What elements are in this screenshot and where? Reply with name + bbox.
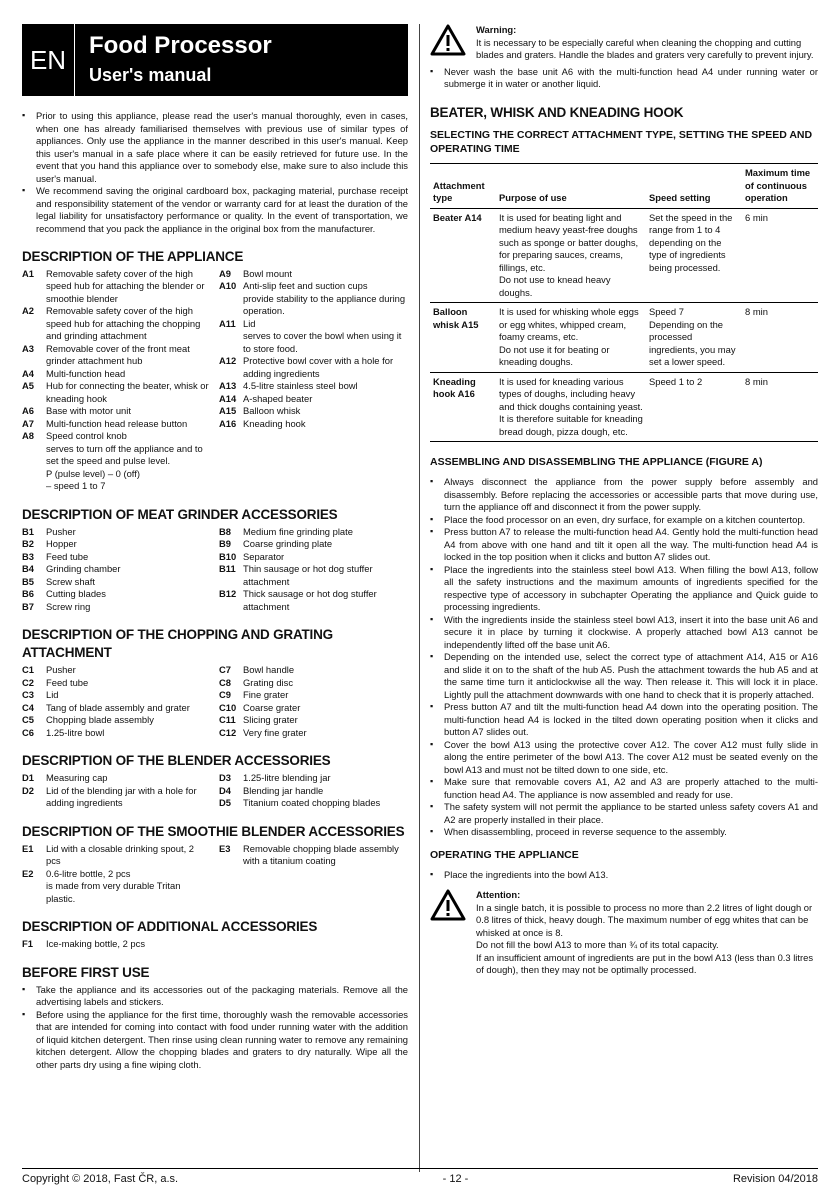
- part-code: D4: [219, 784, 231, 796]
- part-item: [22, 538, 211, 551]
- part-code: F1: [22, 938, 33, 950]
- copyright: Copyright © 2018, Fast ČR, a.s.: [22, 1173, 179, 1185]
- part-code: A14: [219, 392, 237, 404]
- part-code: B11: [219, 563, 236, 575]
- part-code: A1: [22, 267, 34, 279]
- assembling-item: ▪ Press button A7 to release the multi-function head A4. Gently hold the multi-function head A4 from above with one hand and tilt it open all the way. The multi-function head A4 is locked in the top position when it clicks and button A7 slides out.: [430, 526, 818, 564]
- assembling-item: ▪ Place the ingredients into the stainless steel bowl A13. When filling the bowl A13, follow all the safety instructions and the maximum amounts of ingredients specified for the respective type of accessory in subchapter Operating the appliance and Quick guide to processing ingredients.: [430, 564, 818, 614]
- blender-parts: [22, 772, 408, 810]
- assembling-item: ▪ Always disconnect the appliance from the power supply before assembly and disassembly. Before replacing the accessories or accessible parts that move during use, turn the appliance off and disconnect it from the power supply.: [430, 476, 818, 514]
- additional-heading: DESCRIPTION OF ADDITIONAL ACCESSORIES: [22, 919, 318, 935]
- part-text: 4.5-litre stainless steel bowl: [243, 380, 358, 392]
- part-item: [219, 588, 408, 613]
- speed-cell: Speed 7 Depending on the processed ingredients, you may set a lower speed.: [646, 303, 742, 373]
- table-header: Maximum time of continuous operation: [742, 164, 818, 209]
- part-code: A8: [22, 430, 34, 442]
- part-item: [22, 588, 211, 601]
- purpose-cell: It is used for kneading various types of doughs, including heavy and thick doughs containing yeast. It is therefore suitable for kneading bread dough, pizza dough, etc.: [496, 372, 646, 442]
- attachment-table: [430, 163, 818, 442]
- assembling-item: ▪ Place the food processor on an even, dry surface, for example on a kitchen countertop.: [430, 514, 818, 527]
- wash-note: ▪ Never wash the base unit A6 with the multi-function head A4 under running water or submerge it in water or another liquid.: [430, 66, 818, 91]
- part-item: [22, 526, 211, 539]
- part-text: Protective bowl cover with a hole for adding ingredients: [243, 355, 394, 379]
- intro-item: ▪ We recommend saving the original cardboard box, packaging material, purchase receipt and responsibility statement of the vendor or warranty card for at least the duration of the legal liability for unsatisfactory performance or quality. In the event of transportation, we recommend that you pack the appliance in the original box from the manufacturer.: [22, 185, 408, 235]
- part-item: [22, 551, 211, 564]
- part-code: B10: [219, 550, 237, 562]
- intro-item: ▪ Prior to using this appliance, please read the user's manual thoroughly, even in cases, when one has already familiarised themselves with previous use of similar types of appliances. Only use the appliance in the manner described in this user's manual. Keep this user's manual in a safe place where it can be easily retrieved for future use. In the event that you hand this appliance over to somebody else, make sure to also include this user's manual.: [22, 110, 408, 185]
- part-item: [22, 405, 211, 418]
- page-title: Food Processor: [89, 32, 272, 59]
- part-item: [22, 380, 211, 405]
- part-code: A3: [22, 342, 34, 354]
- part-code: C4: [22, 701, 34, 713]
- time-cell: 8 min: [742, 303, 818, 373]
- warning-text: It is necessary to be especially careful when cleaning the chopping and cutting blades and graters. Handle the blades and graters very carefully to prevent injury.: [476, 36, 814, 60]
- part-code: C5: [22, 714, 34, 726]
- part-text: Bowl handle: [243, 664, 295, 676]
- part-item: [219, 268, 408, 281]
- part-text: Kneading hook: [243, 417, 306, 429]
- part-text: Feed tube: [46, 676, 89, 688]
- part-text: Feed tube: [46, 550, 89, 562]
- assembling-item: ▪ When disassembling, proceed in reverse sequence to the assembly.: [430, 826, 818, 839]
- part-code: C1: [22, 664, 34, 676]
- part-item: [219, 689, 408, 702]
- part-item: [22, 727, 211, 740]
- part-code: C10: [219, 701, 237, 713]
- part-code: A16: [219, 417, 237, 429]
- part-code: A7: [22, 417, 34, 429]
- part-text: Thin sausage or hot dog stuffer attachment: [243, 563, 373, 587]
- warning-icon: [430, 889, 466, 921]
- part-code: A5: [22, 380, 34, 392]
- attention-line: Do not fill the bowl A13 to more than ¾ of its total capacity.: [476, 939, 719, 951]
- part-code: B4: [22, 563, 34, 575]
- part-text: Fine grater: [243, 689, 289, 701]
- part-text: Screw ring: [46, 600, 91, 612]
- part-item: [22, 576, 211, 589]
- time-cell: 6 min: [742, 208, 818, 303]
- part-text: Base with motor unit: [46, 405, 131, 417]
- part-item: [219, 393, 408, 406]
- part-code: D5: [219, 797, 231, 809]
- part-text: Cutting blades: [46, 588, 106, 600]
- before-list: [22, 984, 408, 1072]
- part-code: D3: [219, 772, 231, 784]
- chopping-heading: DESCRIPTION OF THE CHOPPING AND GRATING ATTACHMENT: [22, 627, 333, 661]
- part-code: A11: [219, 317, 236, 329]
- part-item: [22, 601, 211, 614]
- warning-icon: [430, 24, 466, 56]
- part-code: D1: [22, 772, 34, 784]
- assembling-heading: ASSEMBLING AND DISASSEMBLING THE APPLIANCE (FIGURE A): [430, 456, 763, 469]
- assembling-item: ▪ Make sure that removable covers A1, A2 and A3 are properly attached to the multi-function head A4. The appliance is now assembled and ready for use.: [430, 776, 818, 801]
- part-text: Tang of blade assembly and grater: [46, 701, 190, 713]
- page-subtitle: User's manual: [89, 64, 212, 85]
- part-text: Balloon whisk: [243, 405, 301, 417]
- left-column: [22, 24, 408, 1071]
- assembling-item: ▪ With the ingredients inside the stainless steel bowl A13, insert it into the base unit A6 and secure it in place by turning it clockwise. A properly attached bowl A13 cannot be independently lifted off the base unit A6.: [430, 614, 818, 652]
- part-text: Titanium coated chopping blades: [243, 797, 381, 809]
- part-item: [22, 430, 211, 493]
- part-item: [22, 268, 211, 306]
- speed-cell: Set the speed in the range from 1 to 4 depending on the type of ingredients being processed.: [646, 208, 742, 303]
- part-item: [219, 843, 408, 868]
- part-text: Coarse grater: [243, 701, 301, 713]
- part-text: Lid: [46, 689, 59, 701]
- part-code: B9: [219, 538, 231, 550]
- part-item: [22, 843, 211, 868]
- chopping-parts: [22, 664, 408, 739]
- part-text: Hopper: [46, 538, 77, 550]
- part-text: Grating disc: [243, 676, 294, 688]
- part-item: [219, 714, 408, 727]
- operating-list: [430, 869, 818, 882]
- smoothie-heading: DESCRIPTION OF THE SMOOTHIE BLENDER ACCESSORIES: [22, 823, 405, 839]
- part-text: 0.6-litre bottle, 2 pcs is made from very durable Tritan plastic.: [46, 867, 181, 904]
- part-item: [219, 563, 408, 588]
- assembling-item: ▪ Cover the bowl A13 using the protective cover A12. The cover A12 must fully slide in along the entire perimeter of the bowl A13. The cover A12 must be seated evenly on the bowl A13 and must not be tilted down to one side, etc.: [430, 739, 818, 777]
- part-code: B5: [22, 575, 34, 587]
- language-badge: EN: [22, 24, 75, 96]
- part-code: B8: [219, 525, 231, 537]
- part-text: Lid with a closable drinking spout, 2 pcs: [46, 842, 195, 867]
- part-text: Multi-function head release button: [46, 417, 188, 429]
- operating-heading: OPERATING THE APPLIANCE: [430, 848, 579, 861]
- attachment-type-cell: Kneading hook A16: [430, 372, 496, 442]
- part-item: [219, 538, 408, 551]
- part-code: C9: [219, 689, 231, 701]
- table-header: Speed setting: [646, 164, 742, 209]
- part-code: C2: [22, 676, 34, 688]
- part-item: [219, 405, 408, 418]
- part-code: C12: [219, 726, 237, 738]
- part-item: [219, 526, 408, 539]
- before-heading: BEFORE FIRST USE: [22, 964, 150, 980]
- part-text: Anti-slip feet and suction cups provide stability to the appliance during operation.: [243, 280, 406, 317]
- assembling-item: ▪ Press button A7 and tilt the multi-function head A4 down into the operating position. The multi-function head A4 is locked in the tilted down operating position when it clicks and button A7 slides out.: [430, 701, 818, 739]
- part-code: B1: [22, 525, 34, 537]
- before-item: ▪ Before using the appliance for the first time, thoroughly wash the removable accessories that are intended for coming into contact with food under running water with the addition of liquid kitchen detergent. Then rinse using clean running water to remove any remaining kitchen detergent. Allow the chopping blades and graters to dry naturally. Wipe all the other parts dry using a fine wiping cloth.: [22, 1009, 408, 1072]
- part-text: Removable safety cover of the high speed hub for attaching the chopping and grinding attachment: [46, 305, 201, 342]
- part-text: Speed control knob serves to turn off the appliance and to set the speed and pulse level. P (pulse level) – 0 (off) – speed 1 to 7: [46, 430, 203, 492]
- part-code: C8: [219, 676, 231, 688]
- part-item: [219, 664, 408, 677]
- part-code: B3: [22, 550, 34, 562]
- assembling-item: ▪ The safety system will not permit the appliance to be started unless safety covers A1 and A2 are properly installed in their place.: [430, 801, 818, 826]
- part-text: Lid serves to cover the bowl when using it to store food.: [243, 317, 402, 354]
- right-column: [430, 24, 818, 981]
- part-text: Pusher: [46, 525, 76, 537]
- part-code: E3: [219, 842, 231, 854]
- attention-block: [430, 889, 818, 977]
- part-text: Measuring cap: [46, 772, 108, 784]
- part-text: Medium fine grinding plate: [243, 525, 353, 537]
- part-text: Multi-function head: [46, 367, 126, 379]
- time-cell: 8 min: [742, 372, 818, 442]
- part-text: Hub for connecting the beater, whisk or kneading hook: [46, 380, 209, 404]
- part-code: E2: [22, 867, 34, 879]
- part-item: [219, 702, 408, 715]
- part-item: [219, 772, 408, 785]
- part-item: [22, 714, 211, 727]
- part-item: [22, 772, 211, 785]
- part-code: A15: [219, 405, 237, 417]
- part-item: [219, 551, 408, 564]
- part-text: Very fine grater: [243, 726, 307, 738]
- part-text: Screw shaft: [46, 575, 95, 587]
- attention-line: If an insufficient amount of ingredients are put in the bowl A13 (less than 0.3 litres of dough), then they may not be optimally processed.: [476, 951, 814, 976]
- part-text: 1.25-litre bowl: [46, 726, 105, 738]
- part-item: [219, 727, 408, 740]
- purpose-cell: It is used for beating light and medium heavy yeast-free doughs such as sponge or batter doughs, for preparing sauces, creams, fillings, etc. Do not use to knead heavy doughs.: [496, 208, 646, 303]
- beater-subheading: SELECTING THE CORRECT ATTACHMENT TYPE, SETTING THE SPEED AND OPERATING TIME: [430, 129, 813, 156]
- part-code: A6: [22, 405, 34, 417]
- part-code: A4: [22, 367, 34, 379]
- manual-header: [22, 24, 408, 96]
- part-code: A2: [22, 305, 34, 317]
- part-text: Chopping blade assembly: [46, 714, 154, 726]
- part-item: [22, 689, 211, 702]
- warning-title: Warning:: [476, 24, 517, 35]
- part-code: B6: [22, 588, 34, 600]
- part-item: [219, 280, 408, 318]
- part-code: C7: [219, 664, 231, 676]
- attention-title: Attention:: [476, 889, 521, 901]
- column-divider: [419, 24, 420, 1172]
- part-code: B12: [219, 588, 237, 600]
- page-footer: [22, 1168, 818, 1187]
- part-text: Thick sausage or hot dog stuffer attachment: [243, 588, 377, 612]
- part-item: [22, 868, 211, 906]
- part-item: [22, 785, 211, 810]
- intro-list: [22, 110, 408, 235]
- part-text: Coarse grinding plate: [243, 538, 333, 550]
- header-titles: [75, 24, 272, 96]
- purpose-cell: It is used for whisking whole eggs or egg whites, whipped cream, foamy creams, etc. Do not use it for beating or kneading doughs.: [496, 303, 646, 373]
- part-text: Lid of the blending jar with a hole for adding ingredients: [46, 784, 197, 809]
- part-item: [219, 785, 408, 798]
- part-text: 1.25-litre blending jar: [243, 772, 331, 784]
- blender-heading: DESCRIPTION OF THE BLENDER ACCESSORIES: [22, 753, 331, 769]
- part-item: [219, 418, 408, 431]
- part-item: [219, 677, 408, 690]
- part-code: B7: [22, 600, 34, 612]
- part-code: D2: [22, 784, 34, 796]
- part-item: [22, 305, 211, 343]
- before-item: ▪ Take the appliance and its accessories out of the packaging materials. Remove all the advertising labels and stickers.: [22, 984, 408, 1009]
- meat-parts: [22, 526, 408, 614]
- meat-heading: DESCRIPTION OF MEAT GRINDER ACCESSORIES: [22, 506, 338, 522]
- part-text: Ice-making bottle, 2 pcs: [46, 938, 146, 950]
- part-item: [22, 664, 211, 677]
- part-text: Slicing grater: [243, 714, 298, 726]
- part-code: C6: [22, 726, 34, 738]
- part-text: Removable chopping blade assembly with a titanium coating: [243, 842, 399, 867]
- attachment-type-cell: Balloon whisk A15: [430, 303, 496, 373]
- part-text: Blending jar handle: [243, 784, 324, 796]
- assembling-list: [430, 476, 818, 839]
- table-header: Purpose of use: [496, 164, 646, 209]
- part-text: Pusher: [46, 664, 76, 676]
- part-item: [22, 343, 211, 368]
- appliance-parts: [22, 268, 408, 493]
- part-code: C3: [22, 689, 34, 701]
- part-code: A13: [219, 380, 237, 392]
- revision: Revision 04/2018: [732, 1173, 818, 1185]
- part-text: Removable safety cover of the high speed hub for attaching the blender or smoothie blender: [46, 267, 205, 304]
- assembling-item: ▪ Depending on the intended use, select the correct type of attachment A14, A15 or A16 and slide it on to the shaft of the hub A5. Push the attachment towards the hub A5 and at the same time turn it anticlockwise all the way. Then release it. This will lock it in place. Lightly pull the attachment downwards with one hand to check that it is properly attached.: [430, 651, 818, 701]
- table-row: [430, 208, 818, 303]
- part-item: [219, 355, 408, 380]
- part-code: A10: [219, 280, 237, 292]
- part-code: A9: [219, 267, 231, 279]
- part-item: [219, 380, 408, 393]
- speed-cell: Speed 1 to 2: [646, 372, 742, 442]
- table-row: [430, 303, 818, 373]
- beater-heading: BEATER, WHISK AND KNEADING HOOK: [430, 104, 684, 120]
- part-item: [22, 702, 211, 715]
- part-code: C11: [219, 714, 236, 726]
- part-item: [219, 797, 408, 810]
- part-item: [219, 318, 408, 356]
- page-number: - 12 -: [442, 1173, 469, 1185]
- part-item: [22, 563, 211, 576]
- table-header: Attachment type: [430, 164, 496, 209]
- part-code: B2: [22, 538, 34, 550]
- part-text: Separator: [243, 550, 285, 562]
- wash-note-list: [430, 66, 818, 91]
- part-code: A12: [219, 355, 237, 367]
- smoothie-parts: [22, 843, 408, 906]
- part-item: [22, 418, 211, 431]
- attachment-type-cell: Beater A14: [430, 208, 496, 303]
- part-item: [22, 677, 211, 690]
- part-text: Removable cover of the front meat grinder attachment hub: [46, 342, 190, 367]
- attention-line: In a single batch, it is possible to process no more than 2.2 litres of light dough or 0.8 litres of thick, heavy dough. The maximum number of egg whites that can be whisked at once is 8.: [476, 901, 813, 938]
- table-row: [430, 372, 818, 442]
- part-text: Bowl mount: [243, 267, 292, 279]
- additional-parts: [22, 938, 408, 951]
- warning-block: [430, 24, 818, 62]
- part-item: [22, 368, 211, 381]
- part-code: E1: [22, 842, 34, 854]
- part-text: Grinding chamber: [46, 563, 121, 575]
- operating-item: ▪ Place the ingredients into the bowl A13.: [430, 869, 818, 882]
- part-text: A-shaped beater: [243, 392, 313, 404]
- part-item: [22, 938, 211, 951]
- appliance-heading: DESCRIPTION OF THE APPLIANCE: [22, 249, 244, 264]
